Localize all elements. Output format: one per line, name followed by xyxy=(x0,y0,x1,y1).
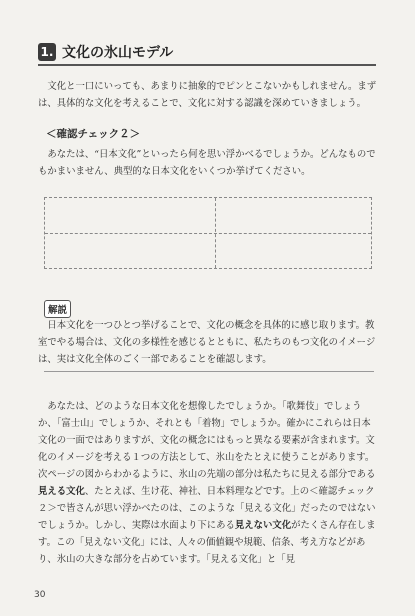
term-visible-culture: 見える文化 xyxy=(38,486,85,497)
answer-box-row-divider xyxy=(45,233,371,234)
kaisetsu-text: 日本文化を一つひとつ挙げることで、文化の概念を具体的に感じ取ります。教室でやる場合は、文化の多様性を感じるとともに、私たちのもつ文化のイメージは、実は文化全体のごく一部であることを確認します。 xyxy=(38,320,376,365)
check-heading: ＜確認チェック２＞ xyxy=(46,128,141,140)
section-heading xyxy=(38,42,173,62)
section-title: 文化の氷山モデル xyxy=(62,45,174,61)
kaisetsu-label: 解説 xyxy=(44,300,71,318)
body-text-part-3: がたくさん存在します。この「見えない文化」には、人々の価値観や規範、信条、考え方などがあり、氷山の大きな部分を占めています。「見える文化」と「見 xyxy=(38,520,376,565)
term-invisible-culture: 見えない文化 xyxy=(234,520,292,531)
answer-box-column-divider xyxy=(215,198,216,268)
page-number: 30 xyxy=(34,590,46,600)
check-question-text: あなたは、“日本文化”といったら何を思い浮かべるでしょうか。どんなものでもかまいません、典型的な日本文化をいくつか挙げてください。 xyxy=(38,149,376,177)
heading-underline xyxy=(38,64,376,66)
body-text-part-1: あなたは、どのような日本文化を想像したでしょうか。「歌舞伎」でしょうか、「富士山」でしょうか、それとも「着物」でしょうか。確かにこれらは日本文化の一面ではありますが、文化の概念にはもっと異なる要素が含まれます。文化のイメージを考える１つの方法として、氷山をたとえに使うことがあります。次ページの図からわかるように、氷山の先端の部分は私たちに見える部分である xyxy=(38,401,376,480)
answer-box xyxy=(44,197,372,269)
kaisetsu-paragraph xyxy=(38,317,378,368)
intro-paragraph xyxy=(38,78,378,112)
intro-text: 文化と一口にいっても、あまりに抽象的でピンとこないかもしれません。まずは、具体的な文化を考えることで、文化に対する認識を深めていきましょう。 xyxy=(38,81,377,109)
body-text xyxy=(38,398,378,568)
body-text-part-2: 、たとえば、生け花、神社、日本料理などです。上の＜確認チェック２＞で皆さんが思い浮かべたのは、このような「見える文化」だったのではないでしょうか。しかし、実際は水面より下にある xyxy=(38,486,376,531)
body-paragraph xyxy=(38,398,378,568)
section-divider xyxy=(44,371,374,372)
section-number-badge: 1. xyxy=(38,43,56,61)
check-question xyxy=(38,146,378,180)
